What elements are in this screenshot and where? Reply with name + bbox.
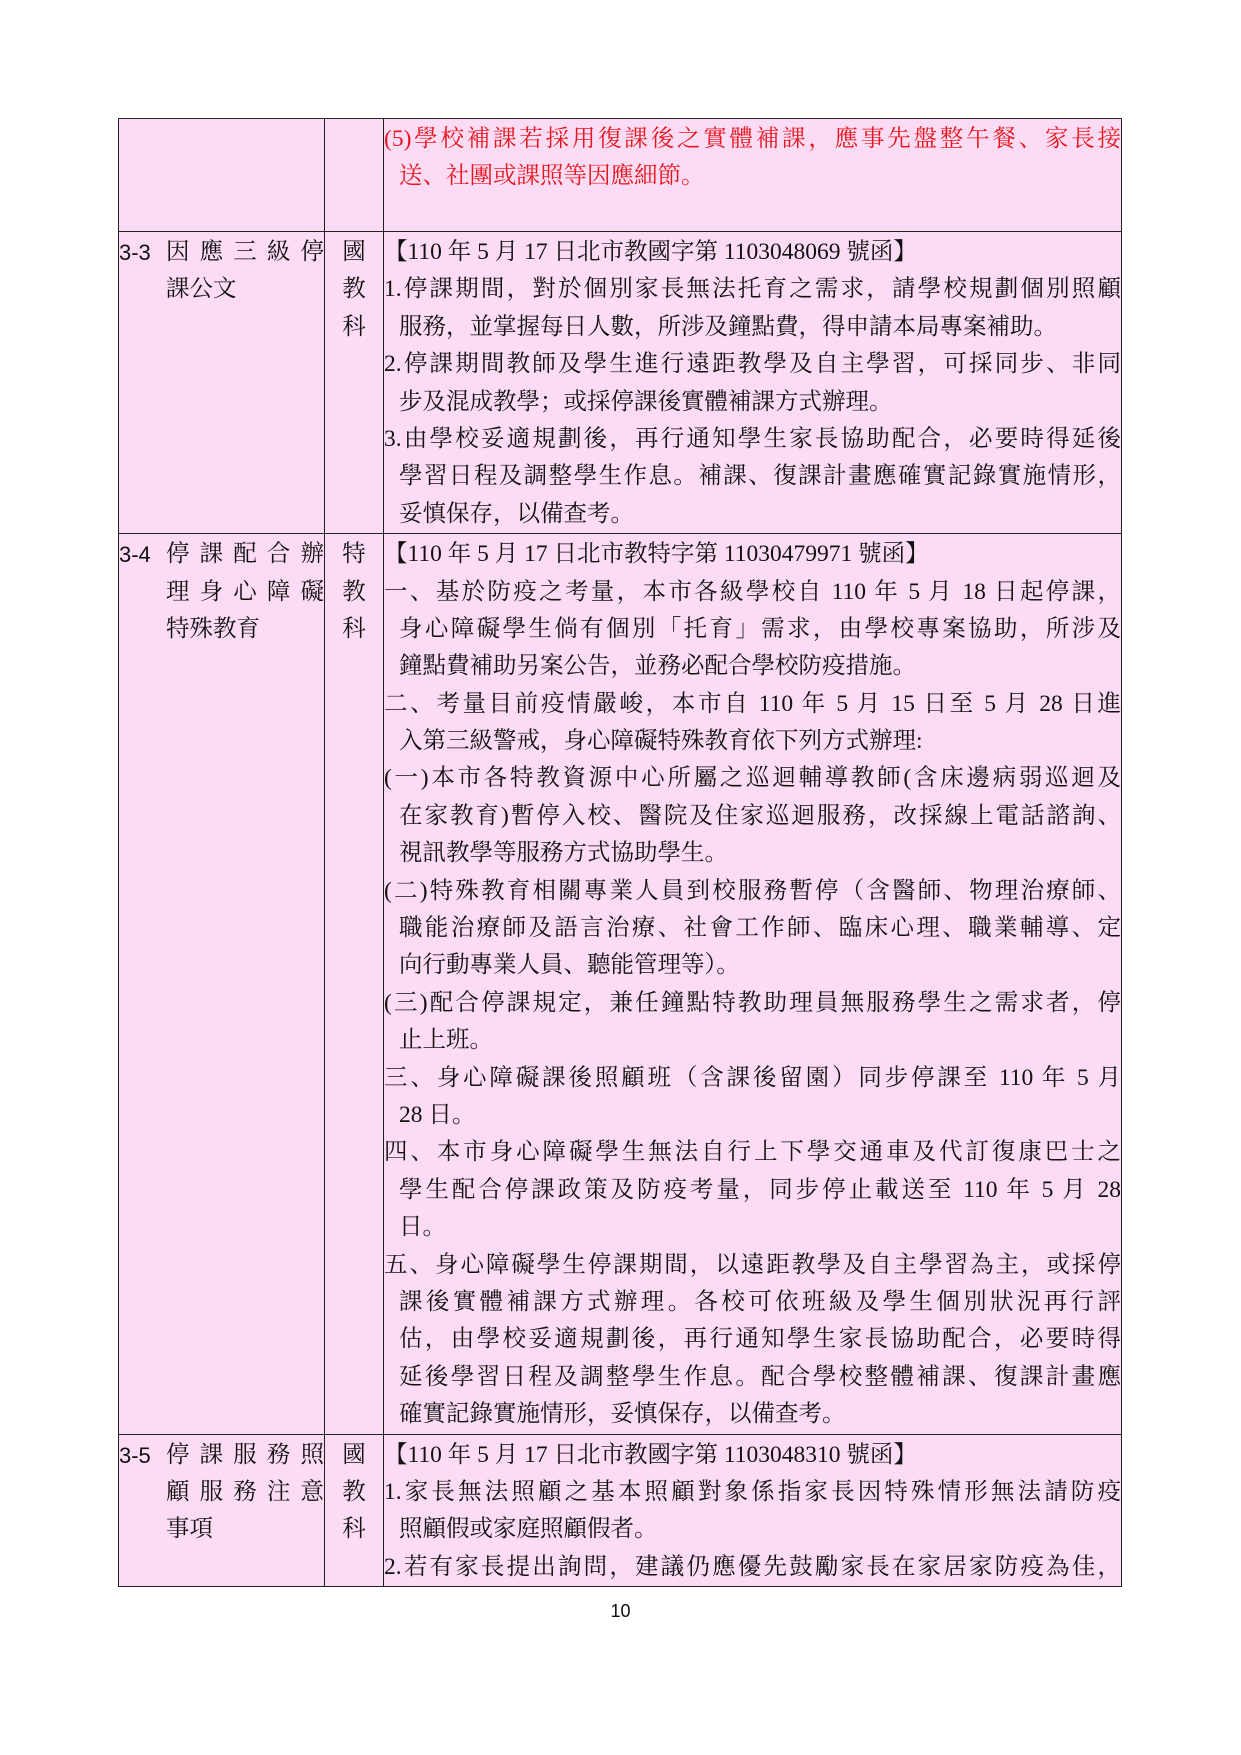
content-line: 日。 [399,1214,446,1241]
content-line: 鐘點費補助另案公告，並務必配合學校防疫措施。 [399,653,916,680]
table-row-3-3 [119,232,1122,534]
content-line: 入第三級警戒，身心障礙特殊教育依下列方式辦理: [399,728,923,755]
department-cell [325,1434,384,1587]
content-cell [384,232,1122,534]
department-cell [325,534,384,1434]
title-line: 特殊教育 [166,615,260,642]
item-cell [119,119,325,232]
content-line: 1.家長無法照顧之基本照顧對象係指家長因特殊情形無法請防疫 [384,1478,1121,1505]
content-line: 學習日程及調整學生作息。補課、復課計畫應確實記錄實施情形， [399,463,1121,490]
department-char: 教 [342,1478,366,1505]
content-line: 視訊教學等服務方式協助學生。 [399,840,728,867]
content-line: 確實記錄實施情形，妥慎保存，以備查考。 [399,1401,846,1428]
item-cell [119,534,325,1434]
department-cell [325,232,384,534]
content-line: (一)本市各特教資源中心所屬之巡迴輔導教師(含床邊病弱巡迴及 [384,765,1121,792]
table-row-3-5 [119,1434,1122,1587]
content-line: 止上班。 [399,1027,493,1054]
document-reference: 【110 年 5 月 17 日北市教國字第 1103048310 號函】 [384,1441,917,1468]
content-line: (三)配合停課規定，兼任鐘點特教助理員無服務學生之需求者，停 [384,989,1121,1016]
content-line: 一、基於防疫之考量，本市各級學校自 110 年 5 月 18 日起停課， [384,578,1121,605]
item-heading [119,1437,324,1549]
content-line: 照顧假或家庭照顧假者。 [399,1516,658,1543]
content-line: 28 日。 [399,1101,476,1128]
page-number: 10 [610,1601,631,1621]
content-line: 向行動專業人員、聽能管理等）。 [399,952,740,979]
table-row-continuation [119,119,1122,232]
content-cell [384,534,1122,1434]
item-number: 3-5 [119,1442,151,1468]
content-cell [384,1434,1122,1587]
item-title [166,234,324,309]
table-body [119,119,1122,1587]
content-line: 步及混成教學；或採停課後實體補課方式辦理。 [399,388,893,415]
item-cell [119,1434,325,1587]
content-line: 學生配合停課政策及防疫考量，同步停止載送至 110 年 5 月 28 [399,1176,1121,1203]
item-title [166,1437,324,1549]
department-char: 科 [342,1516,366,1543]
table-row-3-4 [119,534,1122,1434]
content-line: (5)學校補課若採用復課後之實體補課，應事先盤整午餐、家長接 [384,126,1121,152]
content-line: 送、社團或課照等因應細節。 [399,163,705,190]
department-char: 特 [342,541,366,568]
department-char: 科 [342,615,366,642]
content-line: 四、本市身心障礙學生無法自行上下學交通車及代訂復康巴士之 [384,1139,1121,1166]
content-line: 在家教育)暫停入校、醫院及住家巡迴服務，改採線上電話諮詢、 [399,802,1121,829]
content-line: 2.停課期間教師及學生進行遠距教學及自主學習，可採同步、非同 [384,351,1121,378]
title-line: 課公文 [166,276,237,303]
item-heading [119,536,324,648]
document-reference: 【110 年 5 月 17 日北市教國字第 1103048069 號函】 [384,239,917,265]
item-cell [119,232,325,534]
content-line: 三、身心障礙課後照顧班（含課後留園）同步停課至 110 年 5 月 [384,1064,1121,1091]
department-char: 國 [342,239,366,265]
item-number: 3-4 [119,542,151,568]
content-line: 妥慎保存，以備查考。 [399,500,634,527]
title-line: 因應三級停 [166,239,324,265]
department-char: 科 [342,313,366,340]
content-line: 延後學習日程及調整學生作息。配合學校整體補課、復課計畫應 [399,1363,1121,1390]
content-line: 課後實體補課方式辦理。各校可依班級及學生個別狀況再行評 [399,1288,1121,1315]
content-line: 身心障礙學生倘有個別「托育」需求，由學校專案協助，所涉及 [399,615,1121,642]
department-char: 教 [342,276,366,303]
content-line: 服務，並掌握每日人數，所涉及鐘點費，得申請本局專案補助。 [399,313,1057,340]
item-heading [119,234,324,309]
title-line: 顧服務注意 [166,1478,324,1505]
content-line: 1.停課期間，對於個別家長無法托育之需求，請學校規劃個別照顧 [384,276,1121,303]
notice-table [118,118,1122,1587]
title-line: 事項 [166,1516,213,1543]
document-reference: 【110 年 5 月 17 日北市教特字第 11030479971 號函】 [384,541,929,568]
title-line: 停課配合辦 [166,541,324,568]
content-line: 3.由學校妥適規劃後，再行通知學生家長協助配合，必要時得延後 [384,425,1121,452]
item-title [166,536,324,648]
content-line: 估，由學校妥適規劃後，再行通知學生家長協助配合，必要時得 [399,1326,1121,1353]
title-line: 理身心障礙 [166,578,324,605]
content-line: 二、考量目前疫情嚴峻，本市自 110 年 5 月 15 日至 5 月 28 日進 [384,690,1121,717]
department-char: 國 [342,1441,366,1468]
content-line: 五、身心障礙學生停課期間，以遠距教學及自主學習為主，或採停 [384,1251,1121,1278]
content-line: 職能治療師及語言治療、社會工作師、臨床心理、職業輔導、定 [399,915,1121,942]
department-cell [325,119,384,232]
title-line: 停課服務照 [166,1441,324,1468]
content-line: (二)特殊教育相關專業人員到校服務暫停（含醫師、物理治療師、 [384,877,1121,904]
item-number: 3-3 [119,240,151,265]
content-line: 2.若有家長提出詢問，建議仍應優先鼓勵家長在家居家防疫為佳， [384,1553,1121,1580]
department-char: 教 [342,578,366,605]
content-cell [384,119,1122,232]
